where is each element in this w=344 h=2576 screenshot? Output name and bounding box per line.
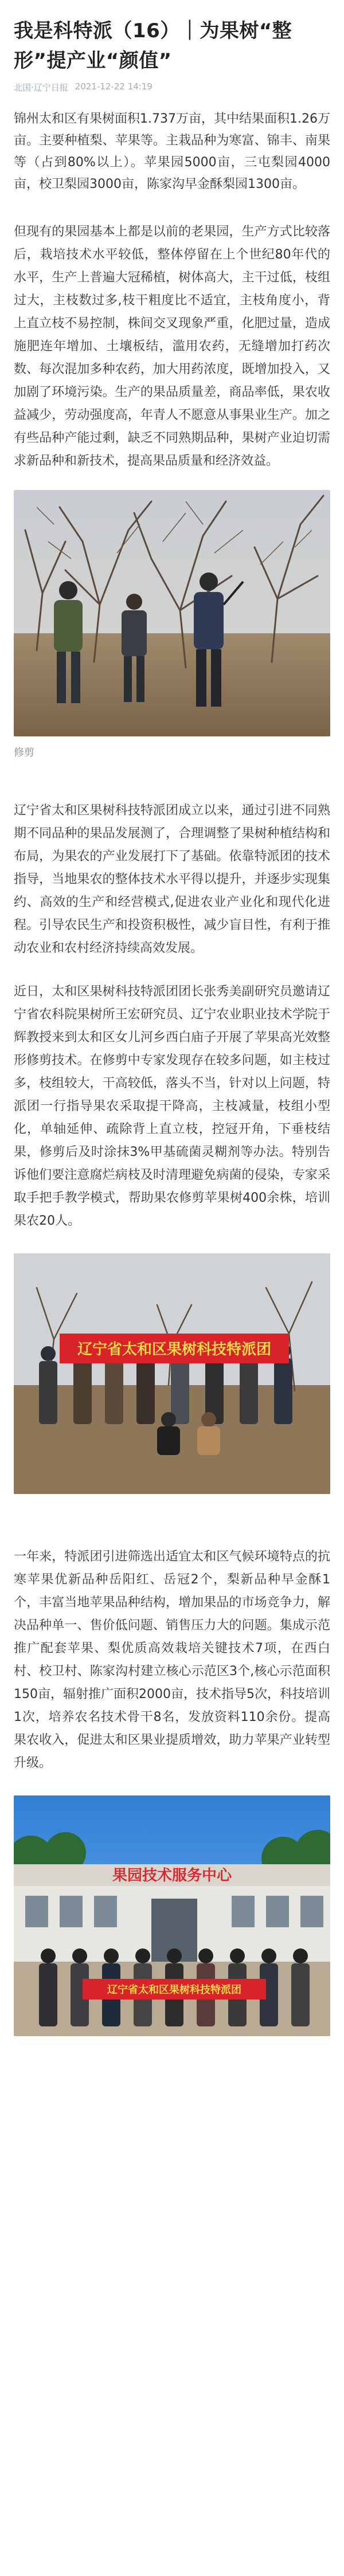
photo-caption: 修剪 [14,747,34,759]
article-meta [14,81,330,93]
group-photo-illustration [14,1253,330,1494]
paragraph-1: 锦州太和区有果树面积1.737万亩，其中结果面积1.26万亩。主要种植梨、苹果等。主栽品种为寒富、锦丰、南果等（占到80%以上）。苹果园5000亩，三屯梨园4000亩，校卫梨园3000亩，陈家沟早金酥梨园1300亩。 [14,112,330,191]
paragraph-5: 一年来，特派团引进筛选出适宜太和区气候环境特点的抗寒苹果优新品种岳阳红、岳冠2个，梨新品种早金酥1个，丰富当地苹果品种结构，增加果品的市场竞争力，解决品种单一、售价低问题、销售压力大的问题。集成示范推广配套苹果、梨优质高效栽培关键技术7项，在西白村、校卫村、陈家沟村建立核心示范区3个,核心示范面积150亩，辐射推广面积2000亩，技术指导5次，科技培训1次，培养农名技术骨干8名，发放资料110余份。提高果农收入，促进太和区果业提质增效，助力苹果产业转型升级。 [14,1550,330,1770]
photo-group-banner [14,1253,330,1494]
pruning-photo-illustration [14,490,330,736]
paragraph-4: 近日，太和区果树科技特派团团长张秀美副研究员邀请辽宁省农科院果树所王宏研究员、辽宁农业职业技术学院于辉教授来到太和区女儿河乡西白庙子开展了苹果高光效整形修剪技术。在修剪中专家发现存在较多问题，如主枝过多，枝组较大，干高较低，落头不当，针对以上问题，特派团一行指导果农采取提干降高，主枝减量，枝组小型化，单轴延伸、疏除背上直立枝，控冠开角，下垂枝结果，修剪后及时涂抹3%甲基硫菌灵糊剂等办法。特别告诉他们要注意腐烂病枝及时清理避免病菌的侵染，专家采取手把手教学模式，帮助果农修剪苹果树400余株，培训果农20人。 [14,985,330,1228]
banner-text-2: 辽宁省太和区果树科技特派团 [107,1984,241,1995]
article-title: 我是科特派（16）｜为果树“整形”提产业“颜值” [14,19,292,72]
banner-text-1: 辽宁省太和区果树科技特派团 [77,1340,272,1358]
paragraph-2: 但现有的果园基本上都是以前的老果园，生产方式比较落后，栽培技术水平较低，整体停留在上个世纪80年代的水平，生产上普遍大冠稀植，树体高大，主干过低，枝组过大，主枝数过多,枝干粗度比不适宜，主枝角度小，背上直立枝不易控制，株间交叉现象严重，化肥过量，造成施肥连年增加、土壤板结，滥用农药，无缝增加打药次数、每次混加多种农药，加大用药浓度，既增加投入，又加剧了环境污染。生产的果品质量差，商品率低，果农收益减少，劳动强度高，年青人不愿意从事果业生产。加之有些品种产能过剩，缺乏不同熟期品种，果树产业迫切需求新品种和新技术，提高果品质量和经济效益。 [14,225,330,468]
article-date: 2021-12-22 14:19 [75,81,153,92]
article-source[interactable]: 北国·辽宁日报 [14,83,68,93]
photo-pruning [14,490,330,736]
photo-building-group [14,1795,330,2036]
building-photo-illustration [14,1795,330,2036]
paragraph-3: 辽宁省太和区果树科技特派团成立以来，通过引进不同熟期不同品种的果品发展测了，合理调整了果树种植结构和布局，为果农的产业发展打下了基础。依靠特派团的技术指导，当地果农的整体技术水平得以提升，并逐步实现集约、高效的生产和经营模式,促进农业产业化和现代化进程。引导农民生产和投资积极性，减少盲目性，有利于推动农业和农村经济持续高效发展。 [14,803,330,955]
building-sign: 果园技术服务中心 [112,1867,232,1884]
